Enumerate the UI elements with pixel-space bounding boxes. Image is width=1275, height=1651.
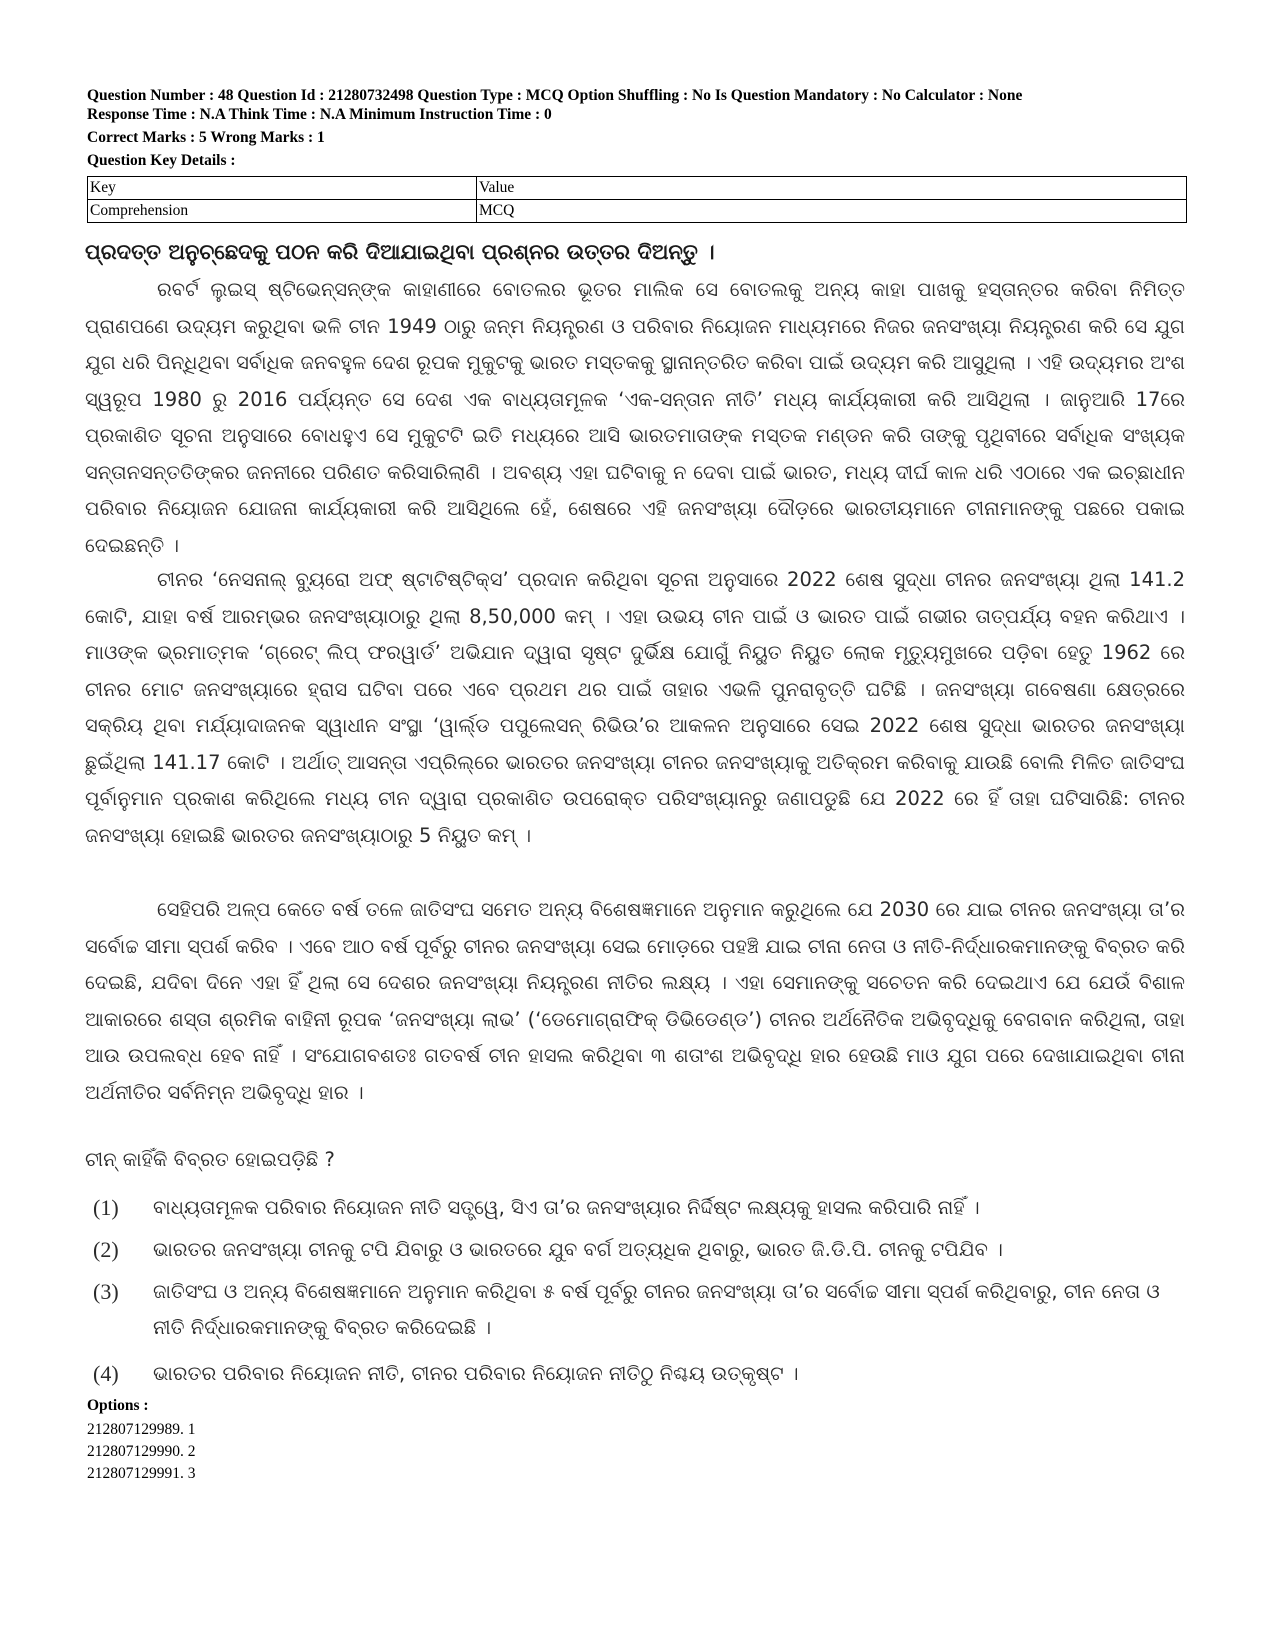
options-heading: Options :	[87, 1397, 149, 1414]
question-stem: ଚୀନ୍ କାହିଁକି ବିବ୍ରତ ହୋଇପଡ଼ିଛି ?	[85, 1148, 335, 1171]
key-details-heading: Question Key Details :	[87, 152, 236, 169]
table-cell-value: MCQ	[477, 200, 1187, 223]
option-number: (1)	[93, 1195, 119, 1220]
question-meta-line2: Response Time : N.A Think Time : N.A Minimum Instruction Time : 0	[87, 106, 552, 123]
option-number: (4)	[93, 1361, 119, 1386]
table-header-value: Value	[477, 177, 1187, 200]
key-details-table	[87, 176, 1187, 223]
passage-paragraph-3: ସେହିପରି ଅଳ୍ପ କେତେ ବର୍ଷ ତଳେ ଜାତିସଂଘ ସମେତ ଅନ୍ୟ ବିଶେଷଜ୍ଞମାନେ ଅନୁମାନ କରୁଥିଲେ ଯେ 2030 ରେ ଯାଇ ଚୀନର ଜନସଂଖ୍ୟା ତା’ର ସର୍ବୋଚ୍ଚ ସୀମା ସ୍ପର୍ଶ କରିବ । ଏବେ ଆଠ ବର୍ଷ ପୂର୍ବରୁ ଚୀନର ଜନସଂଖ୍ୟା ସେଇ ମୋଡ଼ରେ ପହଞ୍ଚି ଯାଇ ଚୀନା ନେତା ଓ ନୀତି-ନିର୍ଦ୍ଧାରକମାନଙ୍କୁ ବିବ୍ରତ କରି ଦେଇଛି, ଯଦିବା ଦିନେ ଏହା ହିଁ ଥିଲା ସେ ଦେଶର ଜନସଂଖ୍ୟା ନିୟନ୍ତ୍ରଣ ନୀତିର ଲକ୍ଷ୍ୟ । ଏହା ସେମାନଙ୍କୁ ସଚେତନ କରି ଦେଇଥାଏ ଯେ ଯେଉଁ ବିଶାଳ ଆକାରରେ ଶସ୍ତା ଶ୍ରମିକ ବାହିନୀ ରୂପକ ‘ଜନସଂଖ୍ୟା ଲାଭ’ (‘ଡେମୋଗ୍ରାଫିକ୍ ଡିଭିଡେଣ୍ଡ’) ଚୀନର ଅର୍ଥନୈତିକ ଅଭିବୃଦ୍ଧିକୁ ବେଗବାନ କରିଥିଲା, ତାହା ଆଉ ଉପଲବ୍ଧ ହେବ ନାହିଁ । ସଂଯୋଗବଶତଃ ଗତବର୍ଷ ଚୀନ ହାସଲ କରିଥିବା ୩ ଶତାଂଶ ଅଭିବୃଦ୍ଧି ହାର ହେଉଛି ମାଓ ଯୁଗ ପରେ ଦେଖାଯାଇଥିବା ଚୀନା ଅର୍ଥନୀତିର ସର୍ବନିମ୍ନ ଅଭିବୃଦ୍ଧି ହାର ।	[85, 898, 1185, 1104]
option-number: (3)	[93, 1279, 119, 1304]
option-text: ଜାତିସଂଘ ଓ ଅନ୍ୟ ବିଶେଷଜ୍ଞମାନେ ଅନୁମାନ କରିଥିବା ୫ ବର୍ଷ ପୂର୍ବରୁ ଚୀନର ଜନସଂଖ୍ୟା ତା’ର ସର୍ବୋଚ୍ଚ ସୀମା ସ୍ପର୍ଶ କରିଥିବାରୁ, ଚୀନ ନେତା ଓ ନୀତି ନିର୍ଦ୍ଧାରକମାନଙ୍କୁ ବିବ୍ରତ କରିଦେଇଛି ।	[153, 1280, 1160, 1339]
passage-paragraph-2: ଚୀନର ‘ନେସନାଲ୍ ବ୍ୟୁରୋ ଅଫ୍ ଷ୍ଟାଟିଷ୍ଟିକ୍ସ’ ପ୍ରଦାନ କରିଥିବା ସୂଚନା ଅନୁସାରେ 2022 ଶେଷ ସୁଦ୍ଧା ଚୀନର ଜନସଂଖ୍ୟା ଥିଲା 141.2 କୋଟି, ଯାହା ବର୍ଷ ଆରମ୍ଭର ଜନସଂଖ୍ୟାଠାରୁ ଥିଲା 8,50,000 କମ୍ । ଏହା ଉଭୟ ଚୀନ ପାଇଁ ଓ ଭାରତ ପାଇଁ ଗଭୀର ତାତ୍ପର୍ଯ୍ୟ ବହନ କରିଥାଏ । ମାଓଙ୍କ ଭ୍ରମାତ୍ମକ ‘ଗ୍ରେଟ୍ ଲିପ୍ ଫରୱାର୍ଡ’ ଅଭିଯାନ ଦ୍ୱାରା ସୃଷ୍ଟ ଦୁର୍ଭିକ୍ଷ ଯୋଗୁଁ ନିୟୁତ ନିୟୁତ ଲୋକ ମୃତ୍ୟୁମୁଖରେ ପଡ଼ିବା ହେତୁ 1962 ରେ ଚୀନର ମୋଟ ଜନସଂଖ୍ୟାରେ ହ୍ରାସ ଘଟିବା ପରେ ଏବେ ପ୍ରଥମ ଥର ପାଇଁ ତାହାର ଏଭଳି ପୁନରାବୃତ୍ତି ଘଟିଛି । ଜନସଂଖ୍ୟା ଗବେଷଣା କ୍ଷେତ୍ରରେ ସକ୍ରିୟ ଥିବା ମର୍ଯ୍ୟାଦାଜନକ ସ୍ୱାଧୀନ ସଂସ୍ଥା ‘ୱାର୍ଲ୍ଡ ପପୁଲେସନ୍ ରିଭିଉ’ର ଆକଳନ ଅନୁସାରେ ସେଇ 2022 ଶେଷ ସୁଦ୍ଧା ଭାରତର ଜନସଂଖ୍ୟା ଛୁଇଁଥିଲା 141.17 କୋଟି । ଅର୍ଥାତ୍ ଆସନ୍ତା ଏପ୍ରିଲ୍‌ରେ ଭାରତର ଜନସଂଖ୍ୟା ଚୀନର ଜନସଂଖ୍ୟାକୁ ଅତିକ୍ରମ କରିବାକୁ ଯାଉଛି ବୋଲି ମିଳିତ ଜାତିସଂଘ ପୂର୍ବାନୁମାନ ପ୍ରକାଶ କରିଥିଲେ ମଧ୍ୟ ଚୀନ ଦ୍ୱାରା ପ୍ରକାଶିତ ଉପରୋକ୍ତ ପରିସଂଖ୍ୟାନରୁ ଜଣାପଡୁଛି ଯେ 2022 ରେ ହିଁ ତାହା ଘଟିସାରିଛି: ଚୀନର ଜନସଂଖ୍ୟା ହୋଇଛି ଭାରତର ଜନସଂଖ୍ୟାଠାରୁ 5 ନିୟୁତ କମ୍ ।	[85, 568, 1185, 847]
option-id-line: 212807129991. 3	[87, 1465, 196, 1482]
table-row	[88, 200, 1187, 223]
passage-paragraph-1: ରବର୍ଟ ଲୁଇସ୍ ଷ୍ଟିଭେନ୍‌ସନ୍‌ଙ୍କ କାହାଣୀରେ ବୋତଲର ଭୂତର ମାଲିକ ସେ ବୋତଲକୁ ଅନ୍ୟ କାହା ପାଖକୁ ହସ୍ତାନ୍ତର କରିବା ନିମିତ୍ତ ପ୍ରାଣପଣେ ଉଦ୍ୟମ କରୁଥିବା ଭଳି ଚୀନ 1949 ଠାରୁ ଜନ୍ମ ନିୟନ୍ତ୍ରଣ ଓ ପରିବାର ନିୟୋଜନ ମାଧ୍ୟମରେ ନିଜର ଜନସଂଖ୍ୟା ନିୟନ୍ତ୍ରଣ କରି ସେ ଯୁଗ ଯୁଗ ଧରି ପିନ୍ଧିଥିବା ସର୍ବାଧିକ ଜନବହୁଳ ଦେଶ ରୂପକ ମୁକୁଟକୁ ଭାରତ ମସ୍ତକକୁ ସ୍ଥାନାନ୍ତରିତ କରିବା ପାଇଁ ଉଦ୍ୟମ କରି ଆସୁଥିଲା । ଏହି ଉଦ୍ୟମର ଅଂଶ ସ୍ୱରୂପ 1980 ରୁ 2016 ପର୍ଯ୍ୟନ୍ତ ସେ ଦେଶ ଏକ ବାଧ୍ୟତାମୂଳକ ‘ଏକ-ସନ୍ତାନ ନୀତି’ ମଧ୍ୟ କାର୍ଯ୍ୟକାରୀ କରି ଆସିଥିଲା । ଜାନୁଆରି 17ରେ ପ୍ରକାଶିତ ସୂଚନା ଅନୁସାରେ ବୋଧହୁଏ ସେ ମୁକୁଟଟି ଇତି ମଧ୍ୟରେ ଆସି ଭାରତମାତାଙ୍କ ମସ୍ତକ ମଣ୍ଡନ କରି ତାଙ୍କୁ ପୃଥିବୀରେ ସର୍ବାଧିକ ସଂଖ୍ୟକ ସନ୍ତାନସନ୍ତତିଙ୍କର ଜନନୀରେ ପରିଣତ କରିସାରିଲାଣି । ଅବଶ୍ୟ ଏହା ଘଟିବାକୁ ନ ଦେବା ପାଇଁ ଭାରତ, ମଧ୍ୟ ଦୀର୍ଘ କାଳ ଧରି ଏଠାରେ ଏକ ଇଚ୍ଛାଧୀନ ପରିବାର ନିୟୋଜନ ଯୋଜନା କାର୍ଯ୍ୟକାରୀ କରି ଆସିଥିଲେ ହେଁ, ଶେଷରେ ଏହି ଜନସଂଖ୍ୟା ଦୌଡ଼ରେ ଭାରତୀୟମାନେ ଚୀନାମାନଙ୍କୁ ପଛରେ ପକାଇ ଦେଇଛନ୍ତି ।	[85, 278, 1185, 557]
table-header-row	[88, 177, 1187, 200]
option-text: ଭାରତର ପରିବାର ନିୟୋଜନ ନୀତି, ଚୀନର ପରିବାର ନିୟୋଜନ ନୀତିଠୁ ନିଶ୍ଚୟ ଉତ୍କୃଷ୍ଟ ।	[153, 1362, 799, 1385]
table-cell-key: Comprehension	[88, 200, 477, 223]
option-text: ବାଧ୍ୟତାମୂଳକ ପରିବାର ନିୟୋଜନ ନୀତି ସତ୍ତ୍ୱେ, ସିଏ ତା’ର ଜନସଂଖ୍ୟାର ନିର୍ଦ୍ଦିଷ୍ଟ ଲକ୍ଷ୍ୟକୁ ହାସଲ କରିପାରି ନାହିଁ ।	[153, 1196, 980, 1219]
scanned-question-image	[85, 240, 1195, 1465]
question-meta-line1: Question Number : 48 Question Id : 21280732498 Question Type : MCQ Option Shuffling : No Is Question Mandatory : No Calculator : None	[87, 87, 1023, 104]
option-id-line: 212807129989. 1	[87, 1421, 196, 1438]
option-text: ଭାରତର ଜନସଂଖ୍ୟା ଚୀନକୁ ଟପି ଯିବାରୁ ଓ ଭାରତରେ ଯୁବ ବର୍ଗ ଅତ୍ୟଧିକ ଥିବାରୁ, ଭାରତ ଜି.ଡି.ପି. ଚୀନକୁ ଟପିଯିବ ।	[153, 1238, 1003, 1261]
option-number: (2)	[93, 1237, 119, 1262]
passage-instruction: ପ୍ରଦତ୍ତ ଅନୁଚ୍ଛେଦକୁ ପଠନ କରି ଦିଆଯାଇଥିବା ପ୍ରଶ୍ନର ଉତ୍ତର ଦିଅନ୍ତୁ ।	[85, 240, 715, 264]
table-header-key: Key	[88, 177, 477, 200]
option-id-line: 212807129990. 2	[87, 1443, 196, 1460]
marks-line: Correct Marks : 5 Wrong Marks : 1	[87, 129, 325, 146]
